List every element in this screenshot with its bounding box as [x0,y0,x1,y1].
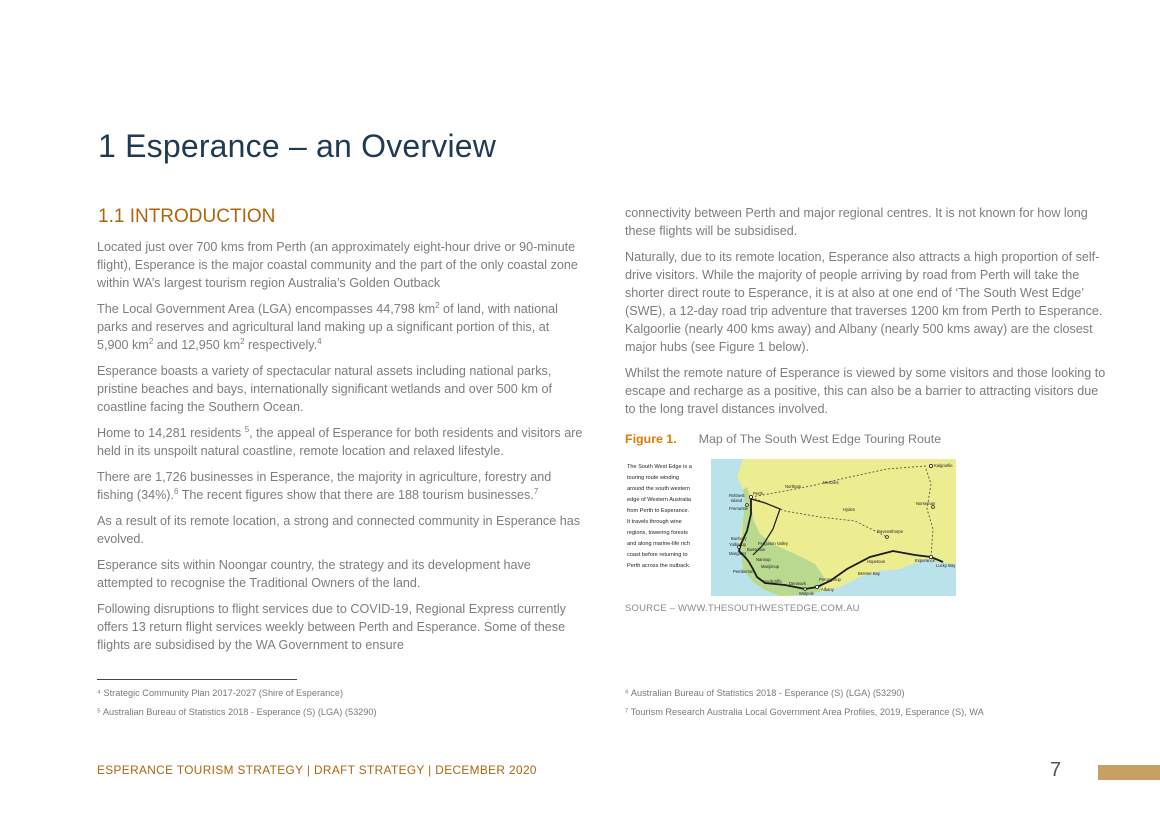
town-marker-norseman [932,506,935,509]
label-margaret: Margaret [729,551,746,556]
figure-caption-text: Map of The South West Edge Touring Route [698,432,942,446]
footnote-ref-4[interactable]: 4 [317,336,322,346]
superscript-2: 2 [148,336,154,346]
label-esperance: Esperance [915,558,936,563]
description-line: coast before returning to [627,552,688,558]
label-rottnest: Rottnest [729,493,745,498]
footnote-ref-5[interactable]: 5 [244,424,250,434]
label-kalgoorlie: Kalgoorlie [934,463,953,468]
label-hyden: Hyden [843,507,856,512]
paragraph-location: Located just over 700 kms from Perth (an approximately eight-hour drive or 90-minute flight), Esperance is the major coastal community and the part of the only coastal zone within WA’s largest tourism region Australia’s Golden Outback [97,240,578,290]
paragraph-flights: Following disruptions to flight services due to COVID-19, Regional Express currently offers 13 return flight services weekly between Perth and Esperance. Some of these flights are subsidised by the WA Government to ensure [97,602,566,652]
description-line: It travels through wine [627,519,682,525]
paragraph-self-drive: Naturally, due to its remote location, Esperance also attracts a high proportion of self-drive visitors. While the majority of people arriving by road from Perth will take the shorter direct route to Esperance, it is at also at one end of ‘The South West Edge’ (SWE), a 12-day road trip adventure that traverses 1200 km from Perth to Esperance. Kalgoorlie (nearly 400 kms away) and Albany (nearly 500 kms away) are the closest major hubs (see Figure 1 below). [625,250,1103,354]
label-bremer-bay: Bremer Bay [858,571,881,576]
footnote-7: ⁷ Tourism Research Australia Local Government Area Profiles, 2019, Esperance (S), WA [625,707,984,717]
residents-text-b: , the appeal of Esperance for both residents and visitors are held in its unspoilt natural coastline, remote location and relaxed lifestyle. [97,426,583,458]
label-pemberton: Pemberton [733,569,754,574]
paragraph-natural-assets: Esperance boasts a variety of spectacular natural assets including national parks, pristine beaches and bays, internationally significant wetlands and over 500 km of coastline facing the Southern Ocean. [97,364,553,414]
paragraph-remote-nature: Whilst the remote nature of Esperance is viewed by some visitors and those looking to escape and recharge as a positive, this can also be a barrier to attracting visitors due to the long travel distances involved. [625,366,1106,416]
footnote-6: ⁶ Australian Bureau of Statistics 2018 - Esperance (S) (LGA) (53290) [625,688,905,698]
paragraph-community: As a result of its remote location, a strong and connected community in Esperance has evolved. [97,514,581,546]
superscript-2: 2 [240,336,245,346]
route-map [625,459,956,596]
footnote-ref-7[interactable]: 7 [533,486,539,496]
label-hopetoun: Hopetoun [867,559,886,564]
town-marker-ravensthorpe [886,536,889,539]
left-column [97,238,583,662]
label-yallingup: Yallingup [729,542,746,547]
label-walpole: Walpole [799,591,814,596]
right-column [625,204,1111,426]
description-line: The South West Edge is a [627,464,692,470]
paragraph-connectivity: connectivity between Perth and major regional centres. It is not known for how long these flights will be subsidised. [625,206,1088,238]
label-denmark: Denmark [789,581,806,586]
section-heading: 1.1 INTRODUCTION [98,206,276,227]
paragraph-residents [97,424,583,460]
label-northcliffe: Northcliffe [763,579,782,584]
label-manjimup: Manjimup [761,564,780,569]
description-line: touring route winding [627,475,679,481]
businesses-text-b: The recent figures show that there are 188 tourism businesses. [178,488,534,502]
description-line: regions, towering forests [627,530,688,536]
paragraph-businesses [97,468,583,504]
town-marker-albany [815,585,818,588]
figure-source: SOURCE – WWW.THESOUTHWESTEDGE.COM.AU [625,603,860,614]
footnote-separator [97,679,297,680]
label-porongurup: Porongurup [819,577,841,582]
label-menzies: Menzies [823,480,839,485]
figure-caption [625,432,941,446]
page-number: 7 [1050,759,1062,781]
footnote-4: ⁴ Strategic Community Plan 2017-2027 (Shire of Esperance) [97,688,344,698]
town-marker-kalgoorlie [929,464,932,467]
label-perth: Perth [753,491,764,496]
lga-text-c: and 12,950 km [153,338,241,352]
businesses-text-a: There are 1,726 businesses in Esperance, the majority in agriculture, forestry and fishing (34%). [97,470,552,502]
label-fremantle: Fremantle [729,506,748,511]
description-line: edge of Western Australia [627,497,691,503]
description-line: Perth across the outback. [627,563,691,569]
label-nannup: Nannup [756,557,771,562]
footer-accent-bar [1098,765,1160,780]
description-line: and along marine-life rich [627,541,690,547]
town-marker-denmark [804,588,807,591]
label-island: Island [731,498,743,503]
residents-text-a: Home to 14,281 residents [97,426,245,440]
description-line: from Perth to Esperance. [627,508,690,514]
label-bunbury: Bunbury [731,536,747,541]
label-lucky-bay: Lucky Bay [936,563,956,568]
paragraph-noongar: Esperance sits within Noongar country, the strategy and its development have attempted to recognise the Traditional Owners of the land. [97,558,531,590]
label-ferguson-valley: Ferguson Valley [758,541,788,546]
label-busselton: Busselton [747,547,766,552]
footer-text: ESPERANCE TOURISM STRATEGY | DRAFT STRATEGY | DECEMBER 2020 [97,763,537,777]
description-line: around the south western [627,486,691,492]
footnote-ref-6[interactable]: 6 [174,486,179,496]
superscript-2: 2 [435,300,440,310]
figure-label: Figure 1. [625,432,677,446]
label-norseman: Norseman [916,501,936,506]
map-panel [711,459,956,596]
lga-text-a: The Local Government Area (LGA) encompasses 44,798 km [97,302,436,316]
label-ravensthorpe: Ravensthorpe [877,529,904,534]
footnote-5: ⁵ Australian Bureau of Statistics 2018 - Esperance (S) (LGA) (53290) [97,707,377,717]
lga-text-b: of land, with national parks and reserves and agricultural land making up a significant portion of this, at 5,900 km [97,302,558,352]
paragraph-lga [97,300,583,354]
label-northam: Northam [785,484,802,489]
chapter-title: 1 Esperance – an Overview [98,128,497,164]
lga-text-d: respectively. [244,338,318,352]
label-albany: Albany [821,587,834,592]
